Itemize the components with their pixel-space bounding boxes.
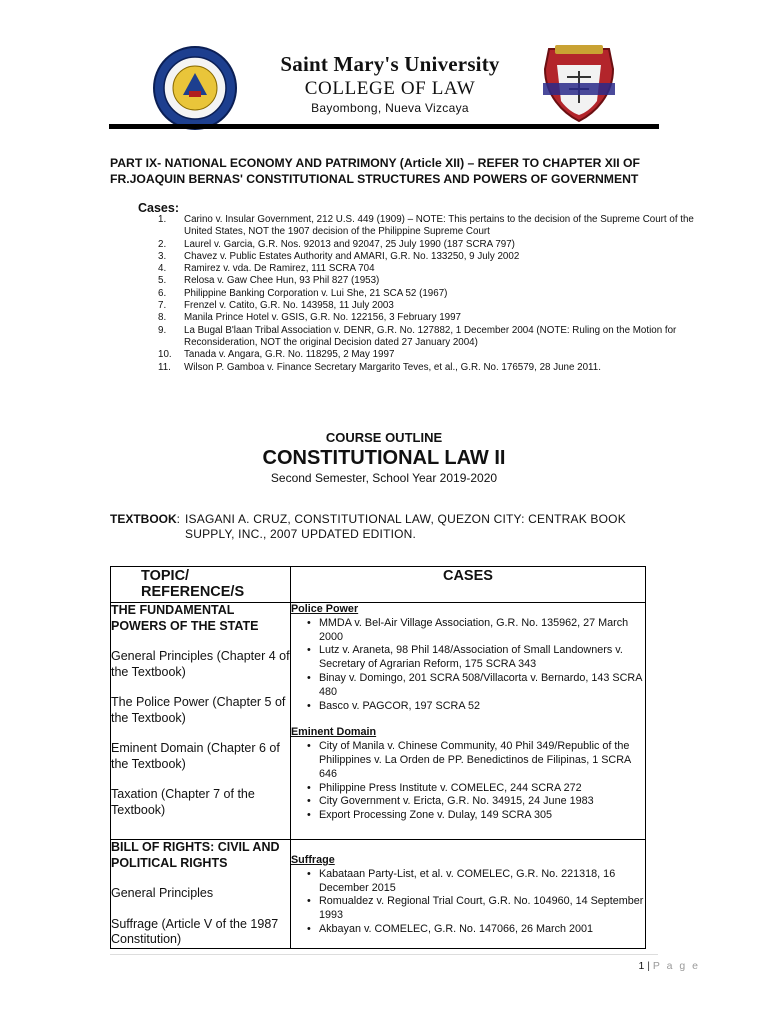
case-item (158, 214, 718, 239)
cases-column-header: CASES (290, 567, 645, 603)
course-outline-table (110, 566, 646, 949)
university-location: Bayombong, Nueva Vizcaya (311, 101, 469, 115)
cases-cell (290, 840, 645, 949)
topic-item: General Principles (Chapter 4 of the Textbook) (111, 649, 290, 679)
list-item: • Binay v. Domingo, 201 SCRA 508/Villacorta v. Bernardo, 143 SCRA 480 (319, 672, 645, 700)
list-item: • Basco v. PAGCOR, 197 SCRA 52 (319, 700, 645, 714)
textbook-label (110, 512, 180, 526)
college-name: COLLEGE OF LAW (304, 78, 476, 99)
cases-label: Cases: (138, 201, 179, 215)
list-item: • MMDA v. Bel-Air Village Association, G.R. No. 135962, 27 March 2000 (319, 617, 645, 645)
case-number: 10. (158, 349, 172, 361)
topic-title: THE FUNDAMENTAL POWERS OF THE STATE (111, 603, 259, 633)
topic-item: Suffrage (Article V of the 1987 Constitution) (111, 916, 279, 946)
case-text: Frenzel v. Catito, G.R. No. 143958, 11 July 2003 (184, 300, 394, 312)
topic-item: Taxation (Chapter 7 of the Textbook) (111, 787, 255, 817)
topic-item: General Principles (111, 886, 214, 900)
header-divider (109, 124, 659, 129)
case-number: 7. (158, 300, 167, 312)
textbook-colon: : (176, 512, 181, 526)
case-text: Tanada v. Angara, G.R. No. 118295, 2 May 1997 (184, 349, 395, 361)
topic-item: Eminent Domain (Chapter 6 of the Textbook) (111, 741, 280, 771)
list-item: • Kabataan Party-List, et al. v. COMELEC, G.R. No. 221318, 16 December 2015 (319, 868, 645, 896)
list-item: • City Government v. Ericta, G.R. No. 34915, 24 June 1983 (319, 795, 645, 809)
list-item: • Philippine Press Institute v. COMELEC, 244 SCRA 272 (319, 782, 645, 796)
table-header-row (111, 567, 646, 603)
cases-cell (290, 603, 645, 840)
group-heading: Police Power (290, 603, 359, 615)
footer-divider (110, 954, 658, 955)
topic-column-header: TOPIC/ REFERENCE/S (111, 567, 291, 603)
list-item: • Export Processing Zone v. Dulay, 149 SCRA 305 (319, 809, 645, 823)
case-text: Relosa v. Gaw Chee Hun, 93 Phil 827 (1953) (184, 275, 380, 287)
case-text: Manila Prince Hotel v. GSIS, G.R. No. 122156, 3 February 1997 (184, 312, 461, 324)
page-word: P a g e (652, 960, 700, 972)
course-outline-label: COURSE OUTLINE (325, 430, 443, 445)
case-item (158, 251, 718, 263)
topic-cell (111, 603, 291, 840)
case-item (158, 312, 718, 324)
case-item (158, 300, 718, 312)
list-item: • City of Manila v. Chinese Community, 40 Phil 349/Republic of the Philippines v. La Orden de PP. Benedictinos de Filipinas, 1 SCRA 646 (319, 740, 645, 781)
case-number: 2. (158, 238, 167, 250)
topic-title: BILL OF RIGHTS: CIVIL AND POLITICAL RIGHTS (111, 840, 280, 870)
list-item: • Lutz v. Araneta, 98 Phil 148/Association of Small Landowners v. Secretary of Agrarian Reform, 175 SCRA 343 (319, 644, 645, 672)
case-group-list (291, 868, 645, 937)
textbook-label-text: TEXTBOOK (110, 512, 177, 526)
case-group-list (291, 740, 645, 823)
case-number: 4. (158, 263, 167, 275)
case-number: 11. (158, 361, 171, 373)
group-heading: Eminent Domain (290, 726, 377, 739)
case-group-list (291, 617, 645, 714)
case-text: Ramirez v. vda. De Ramirez, 111 SCRA 704 (184, 263, 375, 275)
case-number: 8. (158, 312, 167, 324)
cases-list (158, 214, 718, 374)
case-item (158, 263, 718, 275)
case-number: 6. (158, 287, 167, 299)
topic-item: The Police Power (Chapter 5 of the Textbook) (111, 695, 286, 725)
list-item: • Romualdez v. Regional Trial Court, G.R. No. 104960, 14 September 1993 (319, 895, 645, 923)
group-heading: Suffrage (290, 854, 335, 866)
table-row (111, 840, 646, 949)
textbook-citation: ISAGANI A. CRUZ, CONSTITUTIONAL LAW, QUEZON CITY: CENTRAK BOOK SUPPLY, INC., 2007 UPDATED EDITION. (185, 512, 626, 541)
footer-separator: | (647, 960, 650, 972)
case-text: Chavez v. Public Estates Authority and AMARI, G.R. No. 133250, 9 July 2002 (184, 250, 520, 262)
case-text: La Bugal B'laan Tribal Association v. DENR, G.R. No. 127882, 1 December 2004 (NOTE: Ruling on the Motion for Reconsideration, NOT the original Decision dated 27 January 2004) (184, 324, 677, 348)
list-item: • Akbayan v. COMELEC, G.R. No. 147066, 26 March 2001 (319, 923, 645, 937)
case-text: Philippine Banking Corporation v. Lui She, 21 SCA 52 (1967) (184, 287, 448, 299)
course-title: CONSTITUTIONAL LAW II (262, 447, 506, 469)
case-item (158, 288, 718, 300)
case-text: Laurel v. Garcia, G.R. Nos. 92013 and 92047, 25 July 1990 (187 SCRA 797) (184, 238, 515, 250)
part-heading: PART IX- NATIONAL ECONOMY AND PATRIMONY (Article XII) – REFER TO CHAPTER XII OF FR.JOAQUIN BERNAS' CONSTITUTIONAL STRUCTURES AND POWERS OF GOVERNMENT (110, 156, 640, 186)
case-item (158, 239, 718, 251)
case-text: Carino v. Insular Government, 212 U.S. 449 (1909) – NOTE: This pertains to the decision of the Supreme Court of the United States, NOT the 1907 decision of the Philippine Supreme Court (184, 214, 694, 238)
table-row (111, 603, 646, 840)
case-number: 9. (158, 324, 167, 336)
university-name: Saint Mary's University (280, 52, 500, 76)
case-item (158, 325, 718, 350)
semester-text: Second Semester, School Year 2019-2020 (270, 471, 498, 485)
case-text: Wilson P. Gamboa v. Finance Secretary Margarito Teves, et al., G.R. No. 176579, 28 June 2011. (184, 361, 601, 373)
case-item (158, 349, 718, 361)
page-number: 1 (638, 960, 645, 972)
page-footer (590, 960, 700, 972)
case-number: 5. (158, 275, 167, 287)
case-item (158, 362, 718, 374)
topic-cell (111, 840, 291, 949)
case-number: 1. (158, 214, 167, 225)
case-item (158, 275, 718, 287)
case-number: 3. (158, 250, 167, 262)
